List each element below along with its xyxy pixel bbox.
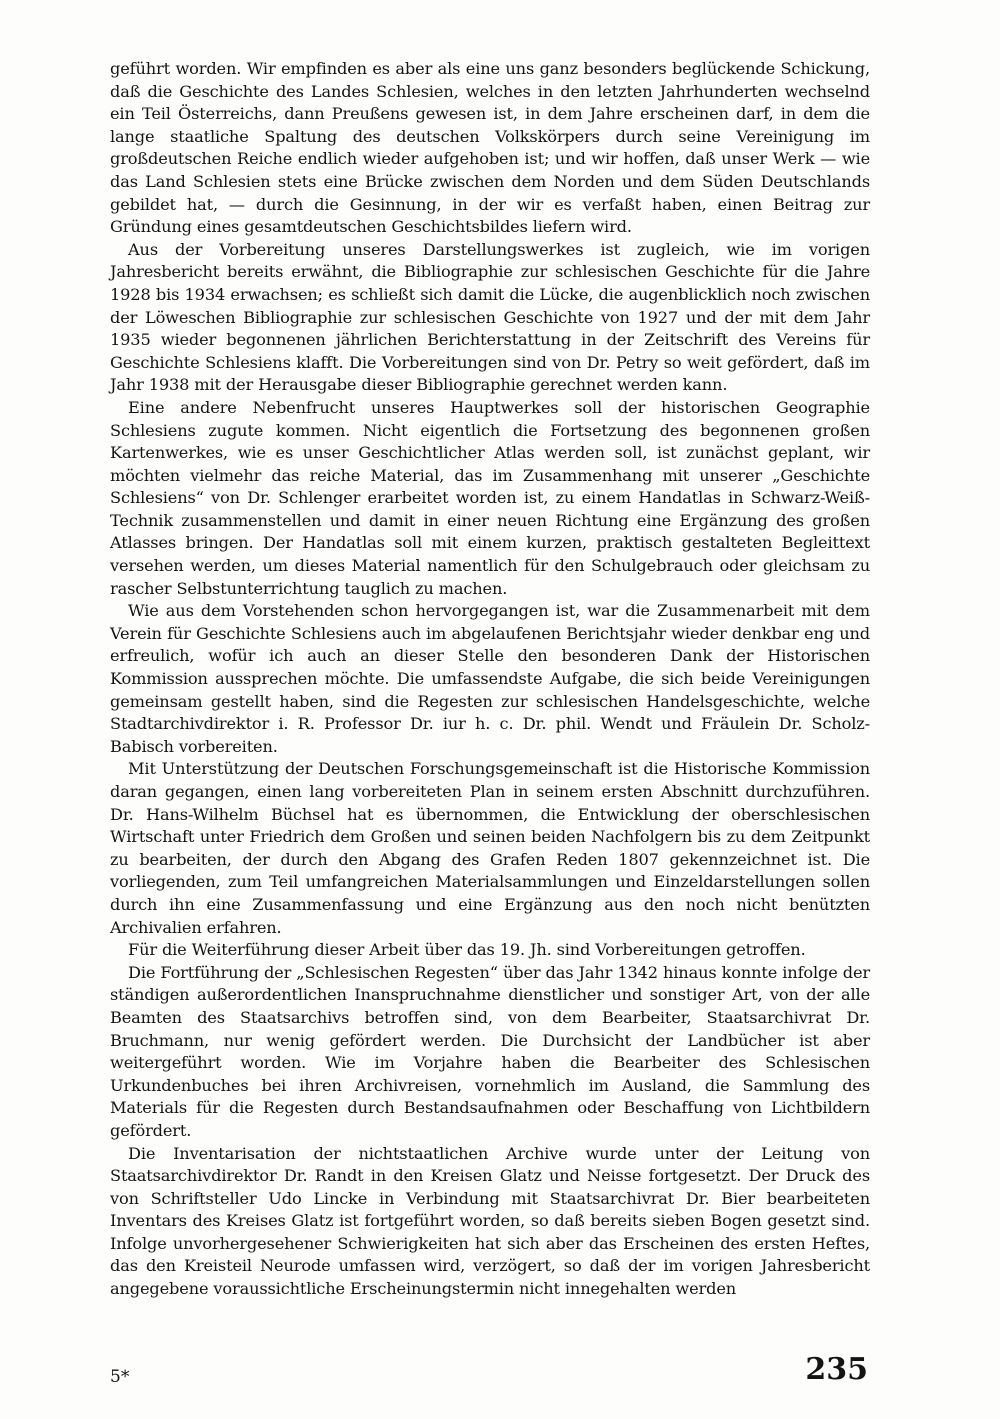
body-text	[110, 58, 870, 1301]
paragraph-6: Für die Weiterführung dieser Arbeit über das 19. Jh. sind Vorbereitungen getroffen.	[128, 940, 806, 960]
paragraph-5: Mit Unterstützung der Deutschen Forschungsgemeinschaft ist die Historische Kommission daran gegangen, einen lang vorbereiteten Plan in seinem ersten Abschnitt durchzuführen. Dr. Hans-Wilhelm Büchsel hat es übernommen, die Entwicklung der oberschlesischen Wirtschaft unter Friedrich dem Großen und seinen beiden Nachfolgern bis zu dem Zeitpunkt zu bearbeiten, der durch den Abgang des Grafen Reden 1807 gekennzeichnet ist. Die vorliegenden, zum Teil umfangreichen Materialsammlungen und Einzeldarstellungen sollen durch ihn eine Zusammenfassung und eine Ergänzung aus den noch nicht benützten Archivalien erfahren.	[110, 759, 870, 937]
page-number: 235	[805, 1352, 868, 1387]
signature-mark: 5*	[110, 1367, 130, 1387]
paragraph-4: Wie aus dem Vorstehenden schon hervorgegangen ist, war die Zusammenarbeit mit dem Verein für Geschichte Schlesiens auch im abgelaufenen Berichtsjahr wieder denkbar eng und erfreulich, wofür ich auch an dieser Stelle den besonderen Dank der Historischen Kommission aussprechen möchte. Die umfassendste Aufgabe, die sich beide Vereinigungen gemeinsam gestellt haben, sind die Regesten zur schlesischen Handelsgeschichte, welche Stadtarchivdirektor i. R. Professor Dr. iur h. c. Dr. phil. Wendt und Fräulein Dr. Scholz-Babisch vorbereiten.	[110, 601, 870, 756]
paragraph-7: Die Fortführung der „Schlesischen Regesten“ über das Jahr 1342 hinaus konnte infolge der ständigen außerordentlichen Inanspruchnahme dienstlicher und sonstiger Art, von der alle Beamten des Staatsarchivs betroffen sind, von dem Bearbeiter, Staatsarchivrat Dr. Bruchmann, nur wenig gefördert werden. Die Durchsicht der Landbücher ist aber weitergeführt worden. Wie im Vorjahre haben die Bearbeiter des Schlesischen Urkundenbuches bei ihren Archivreisen, vornehmlich im Ausland, die Sammlung des Materials für die Regesten durch Bestandsaufnahmen oder Beschaffung von Lichtbildern gefördert.	[110, 962, 870, 1140]
paragraph-8: Die Inventarisation der nichtstaatlichen Archive wurde unter der Leitung von Staatsarchivdirektor Dr. Randt in den Kreisen Glatz und Neisse fortgesetzt. Der Druck des von Schriftsteller Udo Lincke in Verbindung mit Staatsarchivrat Dr. Bier bearbeiteten Inventars des Kreises Glatz ist fortgeführt worden, so daß bereits sieben Bogen gesetzt sind. Infolge unvorhergesehener Schwierigkeiten hat sich aber das Erscheinen des ersten Heftes, das den Kreisteil Neurode umfassen wird, verzögert, so daß der im vorigen Jahresbericht angegebene voraussichtliche Erscheinungstermin nicht innegehalten werden	[110, 1143, 870, 1299]
paragraph-3: Eine andere Nebenfrucht unseres Hauptwerkes soll der historischen Geographie Schlesiens zugute kommen. Nicht eigentlich die Fortsetzung des begonnenen großen Kartenwerkes, wie es unser Geschichtlicher Atlas werden soll, ist zunächst geplant, wir möchten vielmehr das reiche Material, das im Zusammenhang mit unserer „Geschichte Schlesiens“ von Dr. Schlenger erarbeitet worden ist, zu einem Handatlas in Schwarz-Weiß-Technik zusammenstellen und damit in einer neuen Richtung eine Ergänzung des großen Atlasses bringen. Der Handatlas soll mit einem kurzen, praktisch gestalteten Begleittext versehen werden, um dieses Material namentlich für den Schulgebrauch oder gleichsam zu rascher Selbstunterrichtung tauglich zu machen.	[110, 397, 870, 598]
paragraph-2: Aus der Vorbereitung unseres Darstellungswerkes ist zugleich, wie im vorigen Jahresbericht bereits erwähnt, die Bibliographie zur schlesischen Geschichte für die Jahre 1928 bis 1934 erwachsen; es schließt sich damit die Lücke, die augenblicklich noch zwischen der Löweschen Bibliographie zur schlesischen Geschichte von 1927 und der mit dem Jahr 1935 wieder begonnenen jährlichen Berichterstattung in der Zeitschrift des Vereins für Geschichte Schlesiens klafft. Die Vorbereitungen sind von Dr. Petry so weit gefördert, daß im Jahr 1938 mit der Herausgabe dieser Bibliographie gerechnet werden kann.	[110, 239, 870, 395]
paragraph-1: geführt worden. Wir empfinden es aber als eine uns ganz besonders beglückende Schickung, daß die Geschichte des Landes Schlesien, welches in den letzten Jahrhunderten wechselnd ein Teil Österreichs, dann Preußens gewesen ist, in dem Jahre erscheinen darf, in dem die lange staatliche Spaltung des deutschen Volkskörpers durch seine Vereinigung im großdeutschen Reiche endlich wieder aufgehoben ist; und wir hoffen, daß unser Werk — wie das Land Schlesien stets eine Brücke zwischen dem Norden und dem Süden Deutschlands gebildet hat, — durch die Gesinnung, in der wir es verfaßt haben, einen Beitrag zur Gründung eines gesamtdeutschen Geschichtsbildes liefern wird.	[110, 59, 870, 237]
